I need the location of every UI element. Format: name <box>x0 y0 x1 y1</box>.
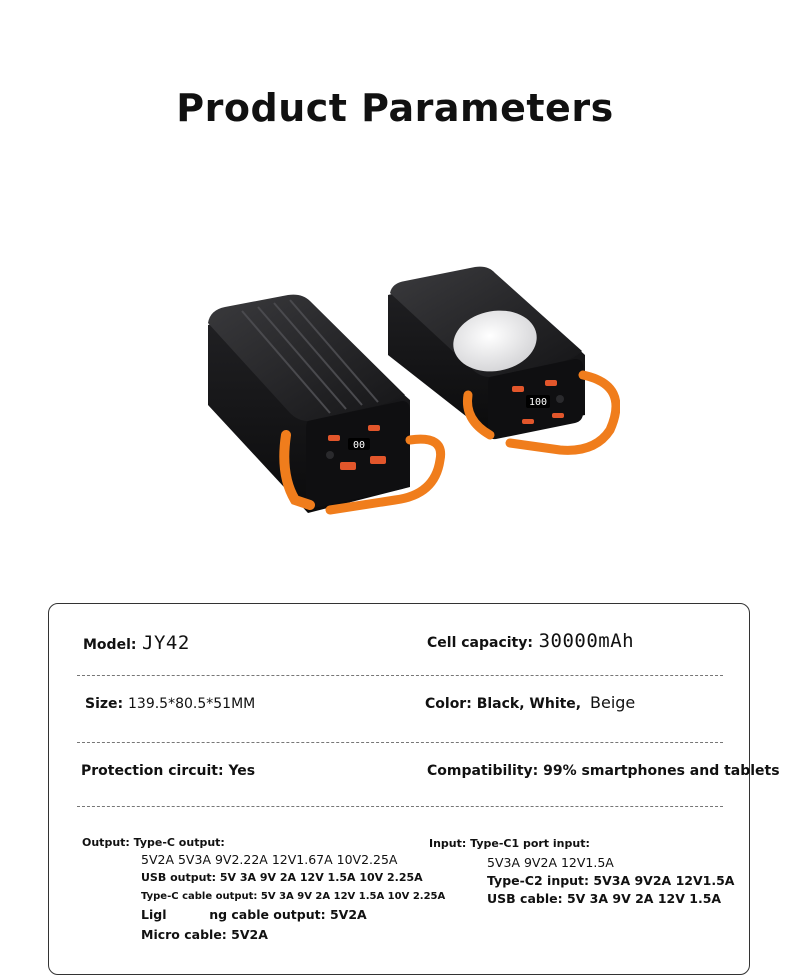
lightning-line-a: Ligl <box>141 907 167 922</box>
lightning-line-b: ng cable output: 5V2A <box>209 907 367 922</box>
c1-input-values: 5V3A 9V2A 12V1.5A <box>487 855 614 870</box>
protection-row <box>81 763 255 779</box>
compat-label: Compatibility: <box>427 763 539 779</box>
compat-row <box>427 763 780 779</box>
c2-input-line: Type-C2 input: 5V3A 9V2A 12V1.5A <box>487 873 735 888</box>
color-value: Black, White, <box>476 696 582 712</box>
size-value: 139.5*80.5*51MM <box>128 696 256 712</box>
model-row <box>83 632 190 654</box>
usb-output-line: USB output: 5V 3A 9V 2A 12V 1.5A 10V 2.25A <box>141 871 423 884</box>
typec-output-values: 5V2A 5V3A 9V2.22A 12V1.67A 10V2.25A <box>141 852 398 867</box>
capacity-label: Cell capacity: <box>427 635 533 651</box>
protection-label: Protection circuit: <box>81 763 224 779</box>
model-label: Model: <box>83 637 137 653</box>
page-title: Product Parameters <box>176 86 614 130</box>
color-label: Color: <box>425 696 472 712</box>
compat-value: 99% smartphones and tablets <box>543 763 780 779</box>
lightning-line <box>141 907 367 922</box>
color-row <box>425 693 635 712</box>
product-image <box>190 255 620 515</box>
right-power-bank <box>388 267 616 451</box>
protection-value: Yes <box>228 763 256 779</box>
input-heading: Input: Type-C1 port input: <box>429 837 590 850</box>
output-heading: Output: Type-C output: <box>82 836 225 849</box>
size-row <box>85 696 255 712</box>
divider <box>77 806 723 807</box>
typec-cable-line: Type-C cable output: 5V 3A 9V 2A 12V 1.5A 10V 2.25A <box>141 891 446 902</box>
product-illustration <box>190 255 620 515</box>
size-label: Size: <box>85 696 124 712</box>
color-value-beige: Beige <box>590 693 636 712</box>
specs-card <box>48 603 780 975</box>
usb-cable-line: USB cable: 5V 3A 9V 2A 12V 1.5A <box>487 891 722 906</box>
divider <box>77 675 723 676</box>
capacity-value: 30000mAh <box>538 630 635 652</box>
left-display-text: 00 <box>352 440 366 451</box>
model-value: JY42 <box>142 632 190 654</box>
capacity-row <box>427 630 634 652</box>
micro-line: Micro cable: 5V2A <box>141 927 268 942</box>
divider <box>77 742 723 743</box>
right-display-text: 100 <box>528 397 548 408</box>
